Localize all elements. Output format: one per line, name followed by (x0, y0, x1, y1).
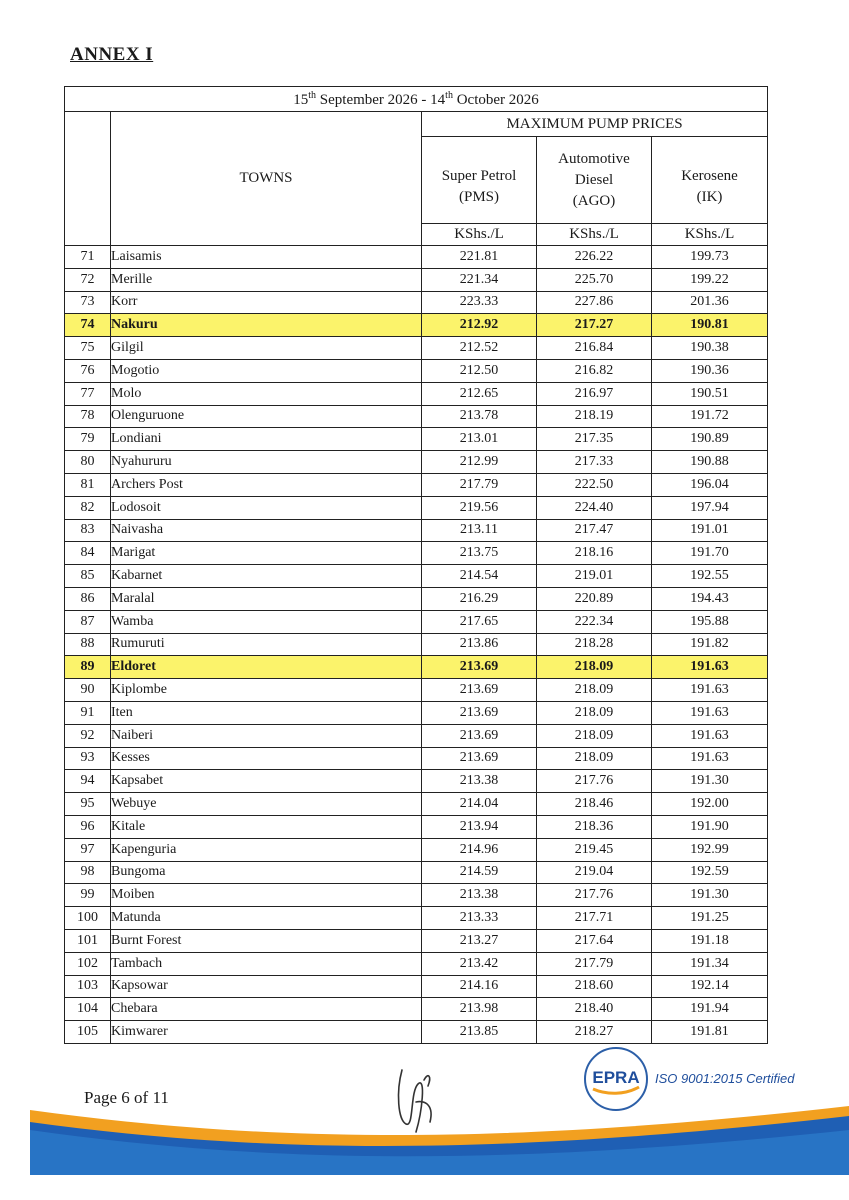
row-number: 94 (65, 770, 111, 793)
row-number: 84 (65, 542, 111, 565)
ik-price: 192.55 (652, 565, 768, 588)
town-name: Iten (111, 701, 422, 724)
town-name: Kapsabet (111, 770, 422, 793)
table-row (65, 519, 768, 542)
table-row (65, 747, 768, 770)
town-name: Kesses (111, 747, 422, 770)
ik-price: 191.30 (652, 884, 768, 907)
pms-price: 217.79 (422, 473, 537, 496)
ik-price: 191.72 (652, 405, 768, 428)
annex-title: ANNEX I (70, 44, 154, 65)
ago-price: 218.09 (537, 679, 652, 702)
ago-price: 227.86 (537, 291, 652, 314)
row-number: 89 (65, 656, 111, 679)
ik-price: 190.88 (652, 451, 768, 474)
pms-price: 213.27 (422, 929, 537, 952)
row-number: 92 (65, 724, 111, 747)
table-row (65, 246, 768, 269)
town-name: Nakuru (111, 314, 422, 337)
town-name: Mogotio (111, 359, 422, 382)
table-row (65, 314, 768, 337)
ago-price: 219.45 (537, 838, 652, 861)
town-name: Marigat (111, 542, 422, 565)
row-number: 88 (65, 633, 111, 656)
ik-price: 199.22 (652, 268, 768, 291)
ik-price: 192.00 (652, 793, 768, 816)
row-number: 95 (65, 793, 111, 816)
ago-price: 219.04 (537, 861, 652, 884)
town-name: Bungoma (111, 861, 422, 884)
pms-price: 221.81 (422, 246, 537, 269)
max-prices-header: MAXIMUM PUMP PRICES (422, 112, 768, 137)
pms-unit: KShs./L (422, 224, 537, 246)
ago-header: Automotive Diesel (AGO) (537, 137, 652, 224)
page-number: Page 6 of 11 (84, 1088, 169, 1107)
ago-price: 218.19 (537, 405, 652, 428)
table-row (65, 473, 768, 496)
ago-price: 217.27 (537, 314, 652, 337)
ago-price: 218.60 (537, 975, 652, 998)
pms-price: 214.59 (422, 861, 537, 884)
pms-price: 212.52 (422, 337, 537, 360)
ago-price: 219.01 (537, 565, 652, 588)
table-row (65, 337, 768, 360)
pms-price: 213.69 (422, 724, 537, 747)
ago-price: 217.76 (537, 770, 652, 793)
table-row (65, 838, 768, 861)
town-name: Moiben (111, 884, 422, 907)
ik-price: 191.81 (652, 1021, 768, 1044)
pms-price: 213.78 (422, 405, 537, 428)
town-name: Kabarnet (111, 565, 422, 588)
table-row (65, 861, 768, 884)
ik-price: 191.30 (652, 770, 768, 793)
pms-price: 223.33 (422, 291, 537, 314)
ago-price: 218.09 (537, 656, 652, 679)
ago-price: 216.97 (537, 382, 652, 405)
table-row (65, 542, 768, 565)
table-row (65, 907, 768, 930)
row-number: 101 (65, 929, 111, 952)
row-number: 72 (65, 268, 111, 291)
pms-price: 212.65 (422, 382, 537, 405)
table-row (65, 929, 768, 952)
table-row (65, 496, 768, 519)
pms-price: 214.96 (422, 838, 537, 861)
town-name: Londiani (111, 428, 422, 451)
row-number-header (65, 112, 111, 246)
ik-price: 191.18 (652, 929, 768, 952)
ago-price: 226.22 (537, 246, 652, 269)
ago-price: 218.36 (537, 815, 652, 838)
table-row (65, 451, 768, 474)
pms-price: 213.69 (422, 656, 537, 679)
ago-price: 218.28 (537, 633, 652, 656)
table-row (65, 701, 768, 724)
ik-price: 191.63 (652, 724, 768, 747)
town-name: Korr (111, 291, 422, 314)
row-number: 93 (65, 747, 111, 770)
table-row (65, 656, 768, 679)
row-number: 90 (65, 679, 111, 702)
pms-price: 213.86 (422, 633, 537, 656)
row-number: 78 (65, 405, 111, 428)
ik-price: 192.14 (652, 975, 768, 998)
row-number: 75 (65, 337, 111, 360)
table-row (65, 587, 768, 610)
ago-price: 224.40 (537, 496, 652, 519)
pms-price: 213.85 (422, 1021, 537, 1044)
row-number: 105 (65, 1021, 111, 1044)
pms-header: Super Petrol (PMS) (422, 137, 537, 224)
ago-price: 218.09 (537, 747, 652, 770)
table-row (65, 998, 768, 1021)
row-number: 74 (65, 314, 111, 337)
table-row (65, 268, 768, 291)
town-name: Webuye (111, 793, 422, 816)
pms-price: 213.11 (422, 519, 537, 542)
pms-price: 214.04 (422, 793, 537, 816)
ik-price: 195.88 (652, 610, 768, 633)
ago-price: 217.79 (537, 952, 652, 975)
iso-certification: ISO 9001:2015 Certified (655, 1071, 795, 1086)
ik-price: 192.59 (652, 861, 768, 884)
ik-price: 191.82 (652, 633, 768, 656)
table-row (65, 724, 768, 747)
row-number: 103 (65, 975, 111, 998)
ago-price: 217.35 (537, 428, 652, 451)
row-number: 97 (65, 838, 111, 861)
footer-wave-banner (30, 1100, 849, 1175)
row-number: 76 (65, 359, 111, 382)
town-name: Eldoret (111, 656, 422, 679)
town-name: Lodosoit (111, 496, 422, 519)
ik-price: 194.43 (652, 587, 768, 610)
town-name: Kitale (111, 815, 422, 838)
table-row (65, 633, 768, 656)
pms-price: 212.99 (422, 451, 537, 474)
pms-price: 214.54 (422, 565, 537, 588)
town-name: Molo (111, 382, 422, 405)
town-name: Gilgil (111, 337, 422, 360)
period-row (65, 87, 768, 112)
town-name: Nyahururu (111, 451, 422, 474)
town-name: Kimwarer (111, 1021, 422, 1044)
price-table-container (64, 86, 767, 1044)
ik-price: 201.36 (652, 291, 768, 314)
row-number: 98 (65, 861, 111, 884)
ago-price: 222.34 (537, 610, 652, 633)
ago-price: 218.09 (537, 701, 652, 724)
pms-price: 213.42 (422, 952, 537, 975)
town-name: Tambach (111, 952, 422, 975)
pms-price: 217.65 (422, 610, 537, 633)
town-name: Naiberi (111, 724, 422, 747)
row-number: 87 (65, 610, 111, 633)
pms-price: 213.33 (422, 907, 537, 930)
town-name: Rumuruti (111, 633, 422, 656)
town-name: Olenguruone (111, 405, 422, 428)
row-number: 86 (65, 587, 111, 610)
ago-price: 218.40 (537, 998, 652, 1021)
table-row (65, 815, 768, 838)
pms-price: 221.34 (422, 268, 537, 291)
row-number: 91 (65, 701, 111, 724)
logo-text: EPRA (592, 1068, 640, 1087)
ago-price: 218.16 (537, 542, 652, 565)
ik-price: 197.94 (652, 496, 768, 519)
table-row (65, 770, 768, 793)
row-number: 71 (65, 246, 111, 269)
table-row (65, 952, 768, 975)
row-number: 80 (65, 451, 111, 474)
town-name: Merille (111, 268, 422, 291)
ik-price: 191.25 (652, 907, 768, 930)
max-prices-row (65, 112, 768, 137)
pms-price: 213.01 (422, 428, 537, 451)
ik-unit: KShs./L (652, 224, 768, 246)
pms-price: 219.56 (422, 496, 537, 519)
ago-price: 217.33 (537, 451, 652, 474)
row-number: 77 (65, 382, 111, 405)
ik-price: 190.51 (652, 382, 768, 405)
row-number: 99 (65, 884, 111, 907)
ik-price: 191.01 (652, 519, 768, 542)
town-name: Kiplombe (111, 679, 422, 702)
table-row (65, 1021, 768, 1044)
town-name: Kapenguria (111, 838, 422, 861)
price-rows (65, 246, 768, 1044)
ik-price: 190.89 (652, 428, 768, 451)
ik-price: 196.04 (652, 473, 768, 496)
town-name: Laisamis (111, 246, 422, 269)
table-row (65, 565, 768, 588)
town-name: Chebara (111, 998, 422, 1021)
town-name: Burnt Forest (111, 929, 422, 952)
table-row (65, 975, 768, 998)
ago-price: 218.09 (537, 724, 652, 747)
ago-price: 222.50 (537, 473, 652, 496)
pms-price: 212.92 (422, 314, 537, 337)
ago-price: 216.84 (537, 337, 652, 360)
period-heading: 15th September 2026 - 14th October 2026 (65, 87, 768, 112)
ik-price: 190.38 (652, 337, 768, 360)
town-name: Maralal (111, 587, 422, 610)
pms-price: 213.69 (422, 701, 537, 724)
ik-header: Kerosene (IK) (652, 137, 768, 224)
ik-price: 190.81 (652, 314, 768, 337)
pms-price: 213.69 (422, 679, 537, 702)
row-number: 85 (65, 565, 111, 588)
ik-price: 199.73 (652, 246, 768, 269)
row-number: 83 (65, 519, 111, 542)
table-row (65, 884, 768, 907)
ago-price: 218.27 (537, 1021, 652, 1044)
pms-price: 214.16 (422, 975, 537, 998)
pms-price: 213.94 (422, 815, 537, 838)
town-name: Kapsowar (111, 975, 422, 998)
town-name: Naivasha (111, 519, 422, 542)
table-row (65, 428, 768, 451)
ik-price: 191.63 (652, 747, 768, 770)
ik-price: 192.99 (652, 838, 768, 861)
table-row (65, 291, 768, 314)
row-number: 82 (65, 496, 111, 519)
table-row (65, 679, 768, 702)
row-number: 104 (65, 998, 111, 1021)
pms-price: 213.75 (422, 542, 537, 565)
row-number: 100 (65, 907, 111, 930)
pump-price-table (64, 86, 768, 1044)
ago-price: 218.46 (537, 793, 652, 816)
ago-price: 217.76 (537, 884, 652, 907)
ik-price: 191.34 (652, 952, 768, 975)
ik-price: 191.63 (652, 656, 768, 679)
pms-price: 213.98 (422, 998, 537, 1021)
ago-unit: KShs./L (537, 224, 652, 246)
ago-price: 217.47 (537, 519, 652, 542)
pms-price: 212.50 (422, 359, 537, 382)
ik-price: 191.94 (652, 998, 768, 1021)
row-number: 73 (65, 291, 111, 314)
pms-price: 216.29 (422, 587, 537, 610)
town-name: Wamba (111, 610, 422, 633)
table-row (65, 793, 768, 816)
town-name: Matunda (111, 907, 422, 930)
row-number: 102 (65, 952, 111, 975)
ik-price: 191.63 (652, 679, 768, 702)
ago-price: 217.71 (537, 907, 652, 930)
town-name: Archers Post (111, 473, 422, 496)
ago-price: 225.70 (537, 268, 652, 291)
ik-price: 191.63 (652, 701, 768, 724)
table-row (65, 382, 768, 405)
ik-price: 191.70 (652, 542, 768, 565)
row-number: 96 (65, 815, 111, 838)
table-row (65, 405, 768, 428)
towns-header: TOWNS (111, 112, 422, 246)
pms-price: 213.38 (422, 884, 537, 907)
pms-price: 213.69 (422, 747, 537, 770)
row-number: 81 (65, 473, 111, 496)
table-row (65, 359, 768, 382)
ago-price: 216.82 (537, 359, 652, 382)
pms-price: 213.38 (422, 770, 537, 793)
row-number: 79 (65, 428, 111, 451)
ik-price: 190.36 (652, 359, 768, 382)
ago-price: 220.89 (537, 587, 652, 610)
table-row (65, 610, 768, 633)
ik-price: 191.90 (652, 815, 768, 838)
ago-price: 217.64 (537, 929, 652, 952)
